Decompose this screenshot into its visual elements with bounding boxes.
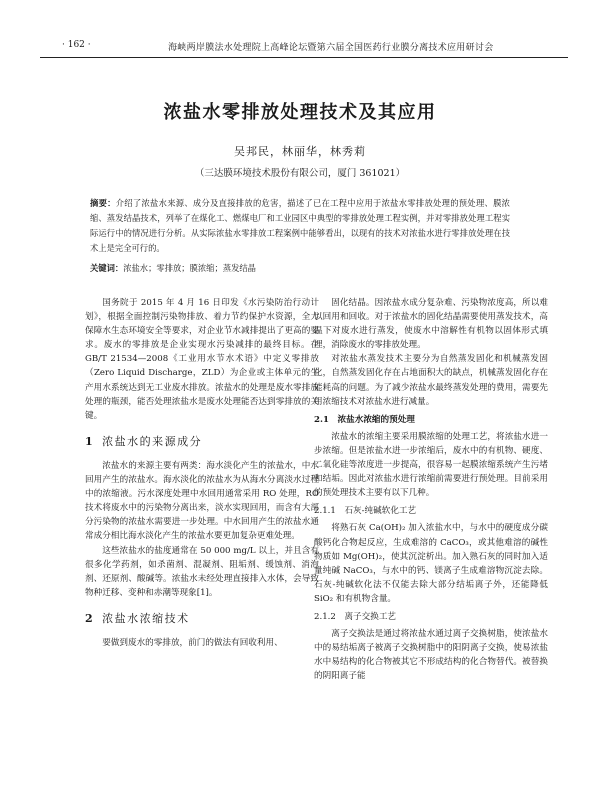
abstract <box>90 196 510 256</box>
left-column <box>85 296 319 650</box>
right-paragraph-2: 对浓盐水蒸发技术主要分为自然蒸发固化和机械蒸发固化，自然蒸发固化存在占地面积大的缺点，机械蒸发固化存在能耗高的问题。为了减少浓盐水最终蒸发处理的费用，需要先用浓缩技术对浓盐水进行减量。 <box>314 354 548 407</box>
subsection-2-1-heading: 2.1 浓盐水浓缩的预处理 <box>314 414 415 425</box>
header-rule <box>40 57 568 58</box>
section-1-paragraph-1: 浓盐水的来源主要有两类：海水淡化产生的浓盐水，中水回用产生的浓盐水。海水淡化的浓盐水为从海水分离淡水过程中的浓缩液。污水深度处理中水回用通常采用 RO 处理，RO 技术将废水中的污染物分离出来，淡水实现回用，而含有大部分污染物的浓盐水需要进一步处理。中水回用产生的浓盐水通常成分相比海水淡化产生的浓盐水要更加复杂更难处理。 <box>85 460 319 542</box>
article-authors: 吴邦民，林丽华，林秀莉 <box>234 145 366 158</box>
section-1-title: 浓盐水的来源成分 <box>102 434 203 448</box>
section-2-heading <box>85 612 319 626</box>
running-title: 海峡两岸膜法水处理院上高峰论坛暨第六届全国医药行业膜分离技术应用研讨会 <box>168 43 494 53</box>
page-header <box>40 40 568 54</box>
subsection-2-1-1-paragraph: 将熟石灰 Ca(OH)₂ 加入浓盐水中，与水中的硬度成分碳酸钙化合物起反应，生成难溶的 CaCO₃，或其他难溶的碱性物质如 Mg(OH)₂，使其沉淀析出。加入熟石灰的同时加入适量纯碱 NaCO₃，与水中的钙、镁离子生成难溶物沉淀去除。石灰-纯碱软化法不仅能去除大部分结垢离子外，还能降低 SiO₂ 和有机物含量。 <box>314 523 548 604</box>
article-affiliation: （三达膜环境技术股份有限公司，厦门 361021） <box>194 168 406 179</box>
subsection-2-1-1-heading: 2.1.1 石灰-纯碱软化工艺 <box>314 506 417 517</box>
keywords-text: 浓盐水；零排放；膜浓缩；蒸发结晶 <box>123 263 256 273</box>
section-1-heading <box>85 435 319 449</box>
intro-paragraph: 国务院于 2015 年 4 月 16 日印发《水污染防治行动计划》，根据全面控制污染物排放、着力节约保护水资源，全力保障水生态环境安全等要求，对企业节水减排提出了更高的要求。废水的零排放是企业实现水污染减排的最终目标。在 GB/T 21534—2008《工业用水节水术语》中定义零排放（Zero Liquid Discharge，ZLD）为企业或主体单元的生产用水系统达到无工业废水排放。浓盐水的处理是废水零排放处理的瓶颈，能否处理浓盐水是废水处理能否达到零排放的关键。 <box>85 298 319 421</box>
abstract-label: 摘要： <box>90 198 116 208</box>
article-title: 浓盐水零排放处理技术及其应用 <box>163 102 437 123</box>
section-2-number: 2 <box>85 611 95 625</box>
right-column <box>314 296 548 683</box>
subsection-2-1-2-paragraph: 离子交换法是通过将浓盐水通过离子交换树脂，使浓盐水中的易结垢离子被离子交换树脂中的阳阴离子交换，使易浓盐水中易结构的化合物被其它不形成结构的化合物替代。被替换的阴阳离子能 <box>314 629 548 682</box>
right-paragraph-1: 固化结晶。因浓盐水成分复杂难、污染物浓度高，所以难以回用和回收。对于浓盐水的固化结晶需要使用蒸发技术，高温下对废水进行蒸发，使废水中溶解性有机物以固体形式填埋，消除废水的零排放处理。 <box>314 298 548 351</box>
subsection-2-1-2-heading: 2.1.2 离子交换工艺 <box>314 611 397 622</box>
abstract-text: 介绍了浓盐水来源、成分及直接排放的危害，描述了已在工程中应用于浓盐水零排放处理的预处理、膜浓缩、蒸发结晶技术，列举了在煤化工、燃煤电厂和工业园区中典型的零排放处理工程实例，并对零排放处理工程实际运行中的情况进行分析。从实际浓盐水零排放工程案例中能够看出，以现有的技术对浓盐水进行零排放处理在技术上是完全可行的。 <box>90 198 510 253</box>
keywords-label: 关键词： <box>90 263 124 273</box>
subsection-2-1-paragraph: 浓盐水的浓缩主要采用膜浓缩的处理工艺，将浓盐水进一步浓缩。但是浓盐水进一步浓缩后，废水中的有机物、硬度、二氧化硅等浓度进一步提高，很容易一起膜浓缩系统产生污堵和结垢。因此对浓盐水进行浓缩前需要进行预处理。目前采用的预处理技术主要有以下几种。 <box>314 431 548 499</box>
section-2-paragraph-1: 要做到废水的零排放，前门的做法有回收利用、 <box>102 637 283 648</box>
section-1-paragraph-2: 这些浓盐水的盐度通常在 50 000 mg/L 以上，并且含有很多化学药剂，如杀菌剂、混凝剂、阻垢剂、缓蚀剂、消泡剂、还原剂、酸碱等。浓盐水未经处理直接排入水体，会导致物种迁移、变种和赤潮等现象[1]。 <box>85 545 319 598</box>
keywords <box>90 262 510 274</box>
page-number: · 162 · <box>62 40 91 50</box>
section-2-title: 浓盐水浓缩技术 <box>102 611 190 625</box>
section-1-number: 1 <box>85 434 95 448</box>
